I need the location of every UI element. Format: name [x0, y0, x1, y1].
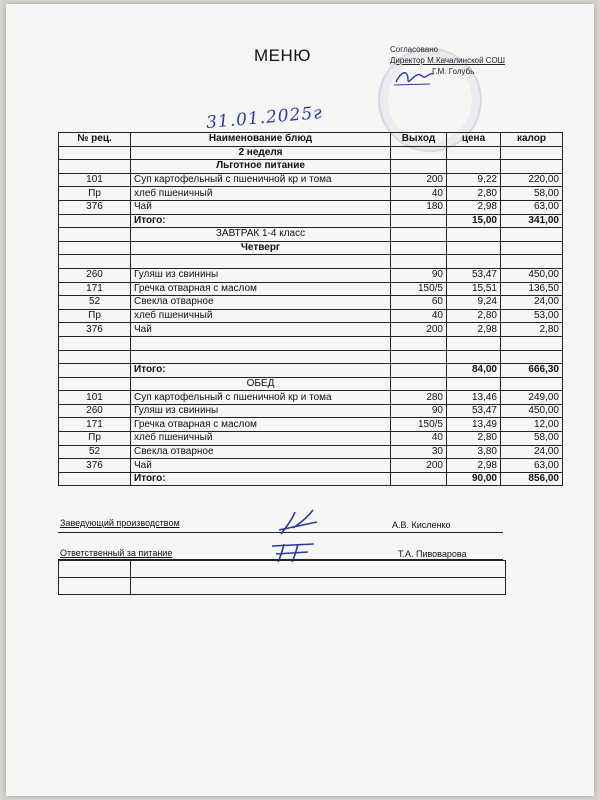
total-label: Итого: — [131, 214, 391, 228]
calorie-value: 24,00 — [501, 445, 563, 459]
recipe-code: 260 — [59, 268, 131, 282]
recipe-code: 101 — [59, 391, 131, 405]
dish-name: Суп картофельный с пшеничной кр и тома — [131, 173, 391, 187]
manager-label: Заведующий производством — [60, 518, 180, 528]
calorie-value: 63,00 — [501, 459, 563, 473]
table-row — [59, 200, 563, 214]
table-row — [59, 296, 563, 310]
table-row — [59, 432, 563, 446]
table-row — [59, 173, 563, 187]
empty-row — [59, 255, 563, 269]
recipe-code: 171 — [59, 282, 131, 296]
calorie-value: 12,00 — [501, 418, 563, 432]
col-header-calories: калор — [501, 133, 563, 147]
output-value: 150/5 — [391, 282, 447, 296]
total-price: 90,00 — [447, 472, 501, 486]
table-row — [59, 404, 563, 418]
price-value: 15,51 — [447, 282, 501, 296]
dish-name: Гречка отварная с маслом — [131, 418, 391, 432]
recipe-code: Пр — [59, 309, 131, 323]
week-label: 2 неделя — [131, 146, 391, 160]
dish-name: Свекла отварное — [131, 445, 391, 459]
responsible-label: Ответственный за питание — [60, 548, 173, 558]
dish-name: Чай — [131, 459, 391, 473]
calorie-value: 2,80 — [501, 323, 563, 337]
calorie-value: 136,50 — [501, 282, 563, 296]
total-row — [59, 472, 563, 486]
table-row — [59, 309, 563, 323]
table-row — [59, 418, 563, 432]
calorie-value: 63,00 — [501, 200, 563, 214]
recipe-code: 52 — [59, 445, 131, 459]
recipe-code: 101 — [59, 173, 131, 187]
recipe-code: 376 — [59, 323, 131, 337]
recipe-code: 376 — [59, 200, 131, 214]
section-breakfast: ЗАВТРАК 1-4 класс — [131, 228, 391, 242]
approval-line-2: Директор М.Качалинской СОШ — [390, 56, 505, 65]
output-value: 180 — [391, 200, 447, 214]
price-value: 13,49 — [447, 418, 501, 432]
calorie-value: 58,00 — [501, 187, 563, 201]
table-row — [59, 282, 563, 296]
price-value: 2,80 — [447, 187, 501, 201]
dish-name: хлеб пшеничный — [131, 309, 391, 323]
dish-name: Гуляш из свинины — [131, 404, 391, 418]
director-signature — [394, 66, 444, 88]
table-row — [59, 459, 563, 473]
output-value: 40 — [391, 432, 447, 446]
price-value: 2,98 — [447, 459, 501, 473]
total-row — [59, 364, 563, 378]
table-row — [59, 391, 563, 405]
output-value: 40 — [391, 309, 447, 323]
price-value: 3,80 — [447, 445, 501, 459]
calorie-value: 220,00 — [501, 173, 563, 187]
dish-name: хлеб пшеничный — [131, 432, 391, 446]
total-calories: 856,00 — [501, 472, 563, 486]
output-value: 200 — [391, 173, 447, 187]
approval-line-3: Г.М. Голубь — [432, 67, 475, 76]
price-value: 9,22 — [447, 173, 501, 187]
total-calories: 341,00 — [501, 214, 563, 228]
calorie-value: 249,00 — [501, 391, 563, 405]
price-value: 13,46 — [447, 391, 501, 405]
recipe-code: Пр — [59, 187, 131, 201]
week-row — [59, 146, 563, 160]
col-header-dish: Наименование блюд — [131, 133, 391, 147]
table-row — [59, 187, 563, 201]
table-row — [59, 268, 563, 282]
section-row — [59, 228, 563, 242]
dish-name: Суп картофельный с пшеничной кр и тома — [131, 391, 391, 405]
output-value: 150/5 — [391, 418, 447, 432]
page-title: МЕНЮ — [254, 46, 311, 65]
dish-name: Гуляш из свинины — [131, 268, 391, 282]
calorie-value: 450,00 — [501, 268, 563, 282]
calorie-value: 53,00 — [501, 309, 563, 323]
dish-name: Свекла отварное — [131, 296, 391, 310]
price-value: 2,80 — [447, 432, 501, 446]
output-value: 90 — [391, 404, 447, 418]
recipe-code: 260 — [59, 404, 131, 418]
price-value: 2,80 — [447, 309, 501, 323]
empty-row — [59, 578, 506, 595]
manager-name: А.В. Кисленко — [392, 520, 451, 530]
day-label: Четверг — [131, 241, 391, 255]
section-lunch: ОБЕД — [131, 377, 391, 391]
recipe-code: Пр — [59, 432, 131, 446]
total-label: Итого: — [131, 472, 391, 486]
dish-name: Чай — [131, 323, 391, 337]
calorie-value: 450,00 — [501, 404, 563, 418]
menu-table — [58, 132, 563, 486]
output-value: 200 — [391, 459, 447, 473]
calorie-value: 24,00 — [501, 296, 563, 310]
dish-name: хлеб пшеничный — [131, 187, 391, 201]
price-value: 2,98 — [447, 323, 501, 337]
recipe-code: 52 — [59, 296, 131, 310]
total-price: 84,00 — [447, 364, 501, 378]
table-row — [59, 323, 563, 337]
output-value: 280 — [391, 391, 447, 405]
price-value: 9,24 — [447, 296, 501, 310]
approval-line-1: Согласовано — [390, 45, 439, 54]
output-value: 90 — [391, 268, 447, 282]
total-label: Итого: — [131, 364, 391, 378]
manager-signature — [273, 508, 323, 538]
output-value: 60 — [391, 296, 447, 310]
section-row — [59, 377, 563, 391]
col-header-output: Выход — [391, 133, 447, 147]
output-value: 40 — [391, 187, 447, 201]
total-row — [59, 214, 563, 228]
total-price: 15,00 — [447, 214, 501, 228]
day-row — [59, 241, 563, 255]
responsible-name: Т.А. Пивоварова — [398, 549, 467, 559]
section-lgot: Льготное питание — [131, 160, 391, 174]
empty-signature-table — [58, 560, 506, 595]
empty-row — [59, 350, 563, 364]
dish-name: Чай — [131, 200, 391, 214]
recipe-code: 171 — [59, 418, 131, 432]
recipe-code: 376 — [59, 459, 131, 473]
handwritten-date: 31.01.2025г — [205, 102, 324, 134]
total-calories: 666,30 — [501, 364, 563, 378]
col-header-price: цена — [447, 133, 501, 147]
output-value: 200 — [391, 323, 447, 337]
empty-row — [59, 336, 563, 350]
price-value: 2,98 — [447, 200, 501, 214]
table-header-row — [59, 133, 563, 147]
table-row — [59, 445, 563, 459]
empty-row — [59, 561, 506, 578]
calorie-value: 58,00 — [501, 432, 563, 446]
menu-sheet — [6, 4, 594, 796]
output-value: 30 — [391, 445, 447, 459]
price-value: 53,47 — [447, 404, 501, 418]
col-header-recipe: № рец. — [59, 133, 131, 147]
dish-name: Гречка отварная с маслом — [131, 282, 391, 296]
price-value: 53,47 — [447, 268, 501, 282]
section-row — [59, 160, 563, 174]
